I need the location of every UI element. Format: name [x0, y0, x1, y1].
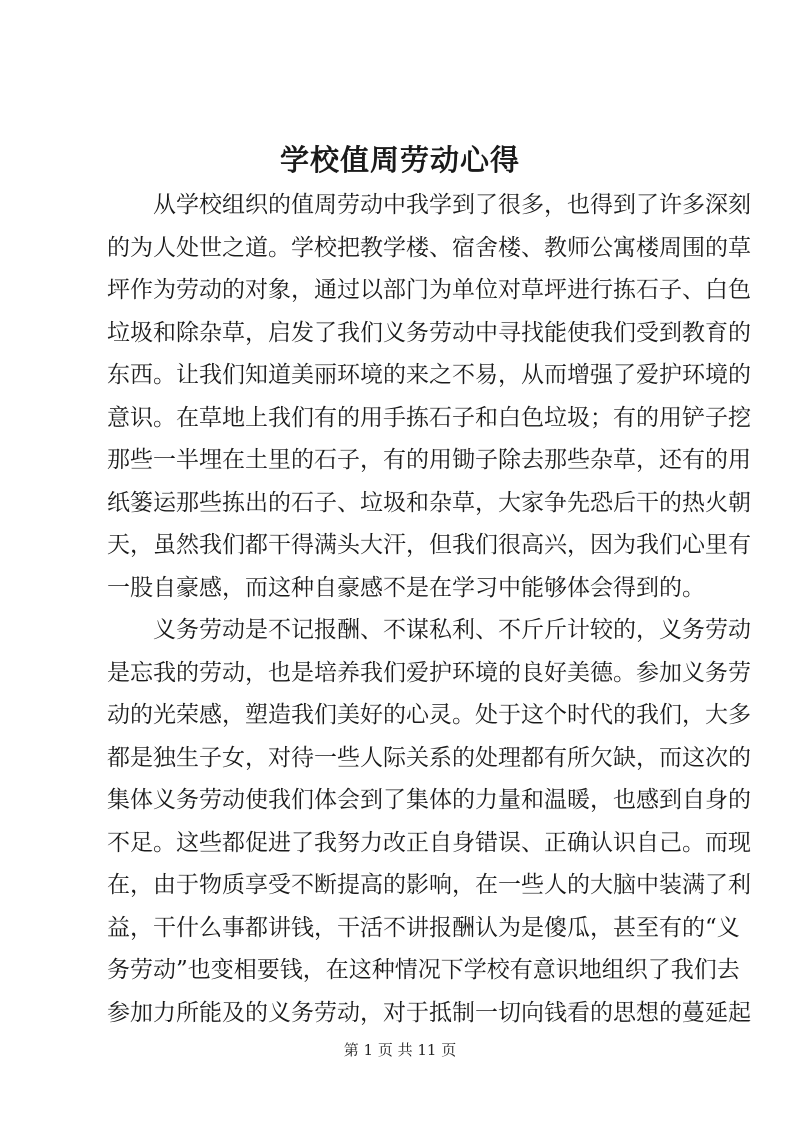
text-line: 垃圾和除杂草，启发了我们义务劳动中寻找能使我们受到教育的	[107, 320, 751, 346]
text-line: 在，由于物质享受不断提高的影响，在一些人的大脑中装满了利	[107, 872, 751, 898]
text-line: 意识。在草地上我们有的用手拣石子和白色垃圾；有的用铲子挖	[107, 405, 751, 431]
text-line: 的为人处世之道。学校把教学楼、宿舍楼、教师公寓楼周围的草	[107, 235, 751, 261]
text-line: 坪作为劳动的对象，通过以部门为单位对草坪进行拣石子、白色	[107, 277, 751, 303]
text-line: 务劳动”也变相要钱，在这种情况下学校有意识地组织了我们去	[107, 957, 740, 983]
text-line: 东西。让我们知道美丽环境的来之不易，从而增强了爱护环境的	[107, 362, 751, 388]
text-line: 集体义务劳动使我们体会到了集体的力量和温暖，也感到自身的	[107, 787, 751, 813]
text-line: 从学校组织的值周劳动中我学到了很多，也得到了许多深刻	[153, 192, 751, 218]
text-line: 是忘我的劳动，也是培养我们爱护环境的良好美德。参加义务劳	[107, 660, 751, 686]
text-line: 一股自豪感，而这种自豪感不是在学习中能够体会得到的。	[107, 575, 705, 601]
page-number-footer: 第 1 页 共 11 页	[343, 1041, 457, 1059]
text-line: 参加力所能及的义务劳动，对于抵制一切向钱看的思想的蔓延起	[107, 1000, 751, 1026]
text-line: 义务劳动是不记报酬、不谋私利、不斤斤计较的，义务劳动	[153, 617, 751, 643]
text-line: 纸篓运那些拣出的石子、垃圾和杂草，大家争先恐后干的热火朝	[107, 490, 751, 516]
text-line: 不足。这些都促进了我努力改正自身错误、正确认识自己。而现	[107, 830, 751, 856]
text-line: 益，干什么事都讲钱，干活不讲报酬认为是傻瓜，甚至有的“义	[107, 915, 740, 941]
document-title: 学校值周劳动心得	[279, 143, 520, 177]
text-line: 天，虽然我们都干得满头大汗，但我们很高兴，因为我们心里有	[107, 532, 751, 558]
text-line: 都是独生子女，对待一些人际关系的处理都有所欠缺，而这次的	[107, 745, 751, 771]
text-line: 那些一半埋在土里的石子，有的用锄子除去那些杂草，还有的用	[107, 447, 751, 473]
text-line: 动的光荣感，塑造我们美好的心灵。处于这个时代的我们，大多	[107, 702, 751, 728]
